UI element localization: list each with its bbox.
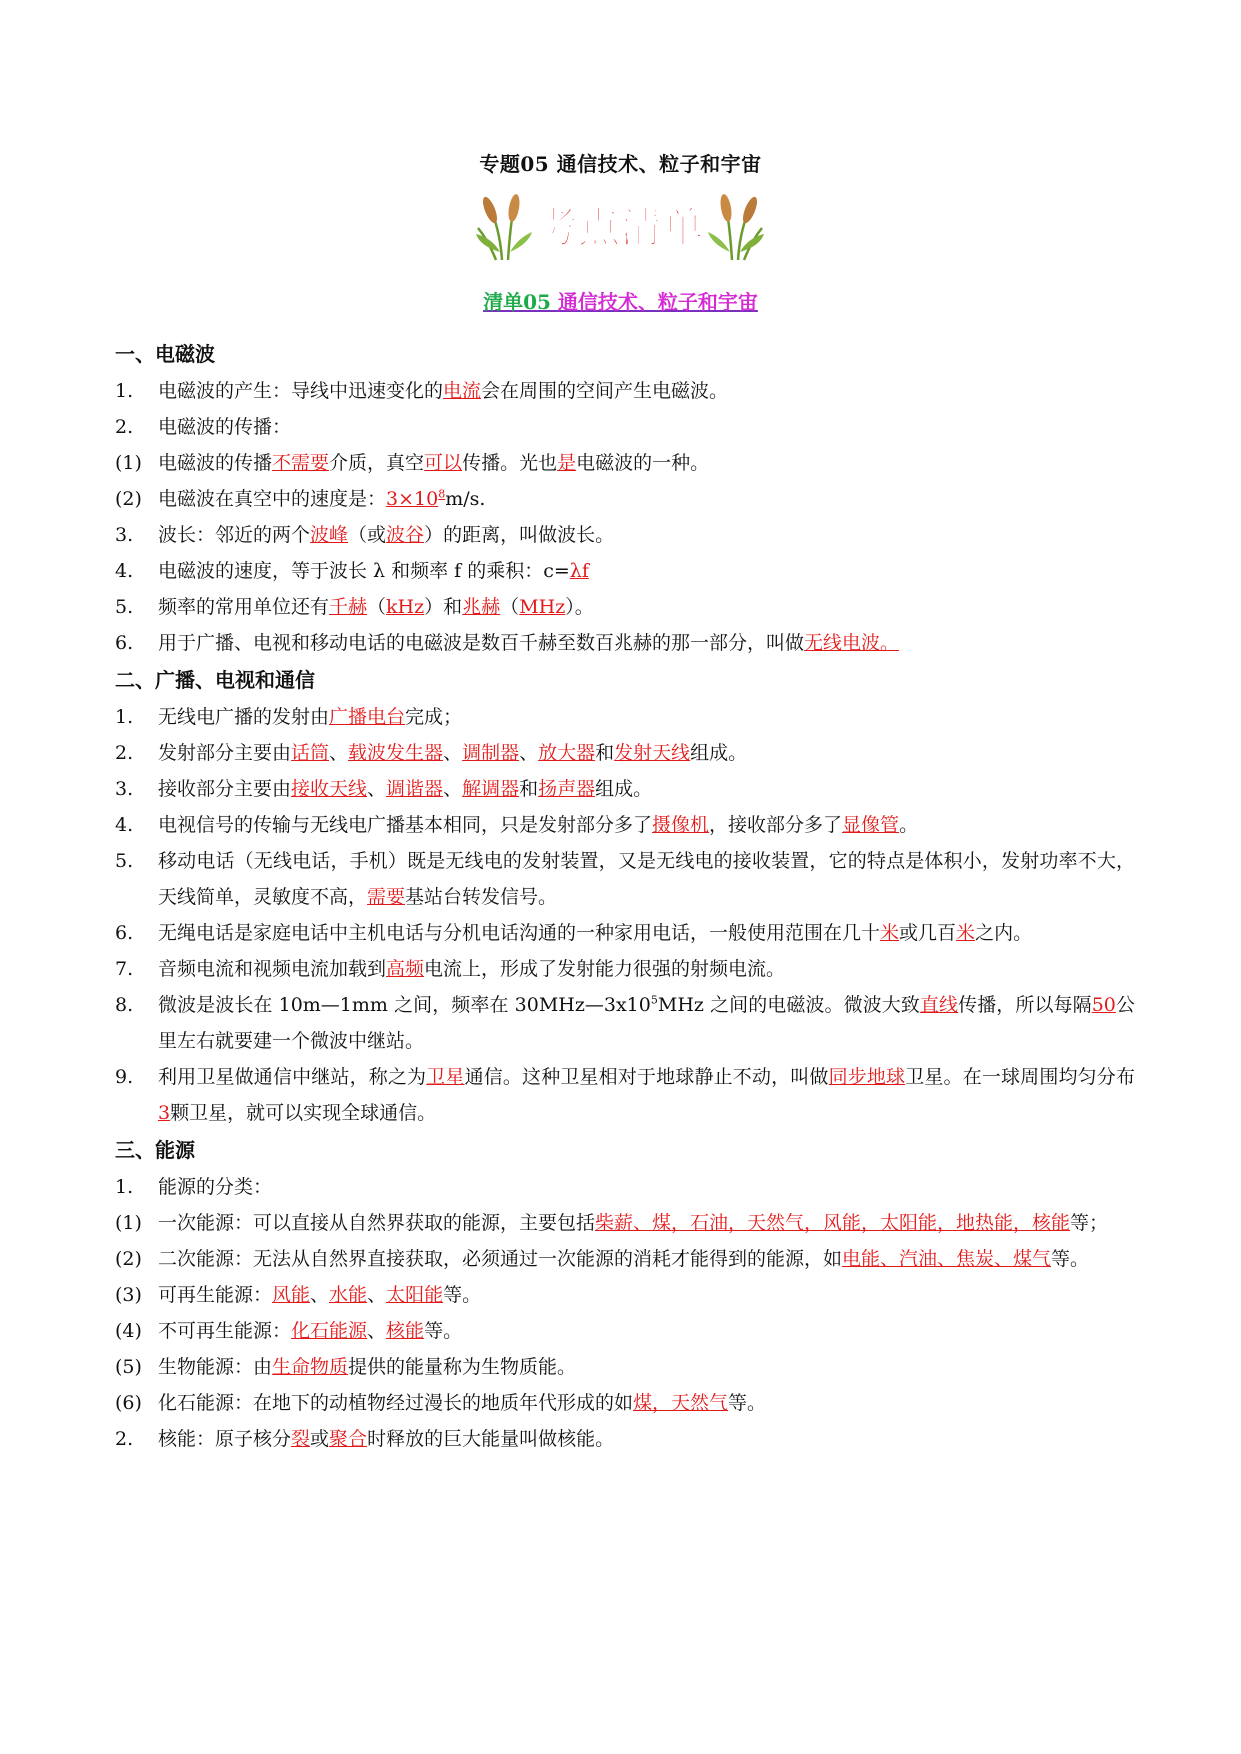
- item-text-segment: 5: [650, 993, 658, 1007]
- list-item: [115, 951, 1135, 987]
- item-text-segment: 。: [899, 814, 919, 836]
- answer-text: MHz: [519, 596, 566, 618]
- item-text-segment: ）。: [565, 596, 594, 618]
- checklist-subtitle: [0, 286, 1241, 315]
- list-item: [115, 1349, 1135, 1385]
- item-text: [158, 1205, 1135, 1241]
- item-text-segment: 移动电话（无线电话，手机）既是无线电的发射装置，又是无线电的接收装置，它的特点是体积小，发射功率不大，天线简单，灵敏度不高，: [158, 850, 1135, 908]
- list-item: [115, 987, 1135, 1059]
- item-text-segment: 、: [310, 1284, 330, 1306]
- list-item: [115, 1059, 1135, 1131]
- content-body: [115, 335, 1135, 1457]
- item-text-segment: 电磁波在真空中的速度是：: [158, 488, 387, 510]
- item-text-segment: 电磁波的产生：导线中迅速变化的: [158, 380, 444, 402]
- answer-text: 同步地球: [828, 1066, 906, 1088]
- item-text: [158, 1385, 1135, 1421]
- answer-text: 是: [557, 452, 577, 474]
- item-number: 7.: [115, 958, 134, 980]
- item-text-segment: 一次能源：可以直接从自然界获取的能源，主要包括: [158, 1212, 596, 1234]
- list-item: [115, 699, 1135, 735]
- item-text-segment: 电磁波的传播：: [158, 416, 292, 438]
- item-text-segment: MHz 之间的电磁波。微波大致: [657, 994, 920, 1016]
- banner-text: 考点清单: [535, 203, 705, 252]
- item-text: [158, 1313, 1135, 1349]
- answer-text: 无线电波。: [804, 632, 900, 654]
- item-text: [158, 517, 1135, 553]
- item-number: 6.: [115, 922, 134, 944]
- item-text: [158, 735, 1135, 771]
- list-item: [115, 1385, 1135, 1421]
- answer-text: 解调器: [462, 778, 520, 800]
- item-number: 9.: [115, 1066, 134, 1088]
- list-item: [115, 481, 1135, 517]
- list-item: [115, 409, 1135, 445]
- item-text: [158, 699, 1135, 735]
- item-text-segment: 利用卫星做通信中继站，称之为: [158, 1066, 427, 1088]
- item-number: 3.: [115, 778, 134, 800]
- answer-text: 电流: [443, 380, 482, 402]
- item-text: [158, 807, 1135, 843]
- item-text-segment: 电视信号的传输与无线电广播基本相同，只是发射部分多了: [158, 814, 653, 836]
- item-text-segment: 核能：原子核分: [158, 1428, 292, 1450]
- item-text-segment: 基站台转发信号。: [405, 886, 558, 908]
- item-number: (4): [115, 1320, 142, 1342]
- item-text-segment: 电磁波的一种。: [576, 452, 710, 474]
- answer-text: 接收天线: [291, 778, 368, 800]
- item-text: [158, 951, 1135, 987]
- item-text-segment: 或: [310, 1428, 330, 1450]
- item-text-segment: 微波是波长在 10m—1mm 之间，频率在 30MHz—3x10: [158, 994, 651, 1016]
- item-text-segment: 公里左右就要建一个微波中继站。: [158, 994, 1135, 1052]
- list-item: [115, 735, 1135, 771]
- answer-text: 直线: [919, 994, 959, 1016]
- item-text-segment: 音频电流和视频电流加载到: [158, 958, 387, 980]
- item-text-segment: 颗卫星，就可以实现全球通信。: [170, 1102, 437, 1124]
- list-item: [115, 1241, 1135, 1277]
- item-number: (5): [115, 1356, 142, 1378]
- item-number: 1.: [115, 380, 134, 402]
- item-number: 2.: [115, 742, 134, 764]
- answer-text: 千赫: [329, 596, 368, 618]
- answer-text: 煤，天然气: [633, 1392, 729, 1414]
- item-text: [158, 1059, 1135, 1131]
- section-heading: 三、能源: [115, 1138, 195, 1162]
- answer-text: 调谐器: [386, 778, 444, 800]
- answer-text: 扬声器: [538, 778, 596, 800]
- item-text: [158, 771, 1135, 807]
- answer-text: 电能、汽油、焦炭、煤气: [842, 1248, 1052, 1270]
- answer-text: 需要: [367, 886, 406, 908]
- answer-text: 聚合: [329, 1428, 368, 1450]
- answer-text: 50: [1091, 994, 1116, 1016]
- item-text-segment: 波长：邻近的两个: [158, 524, 311, 546]
- item-number: 6.: [115, 632, 134, 654]
- item-number: 2.: [115, 1428, 134, 1450]
- answer-text: 摄像机: [652, 814, 710, 836]
- answer-text: 波谷: [386, 524, 425, 546]
- list-item: [115, 553, 1135, 589]
- item-text-segment: 用于广播、电视和移动电话的电磁波是数百千赫至数百兆赫的那一部分，叫做: [158, 632, 805, 654]
- item-text-segment: 无绳电话是家庭电话中主机电话与分机电话沟通的一种家用电话，一般使用范围在几十: [158, 922, 881, 944]
- banner-graphic: [470, 190, 770, 266]
- item-text-segment: 化石能源：在地下的动植物经过漫长的地质年代形成的如: [158, 1392, 634, 1414]
- item-text: [158, 987, 1135, 1059]
- answer-text: λf: [569, 560, 589, 582]
- item-text-segment: ）的距离，叫做波长。: [424, 524, 615, 546]
- item-text: [158, 1169, 1135, 1205]
- exam-points-banner: [470, 190, 770, 266]
- list-item: [115, 1205, 1135, 1241]
- item-text-segment: 、: [367, 778, 387, 800]
- item-text: [158, 589, 1135, 625]
- item-text-segment: 时释放的巨大能量叫做核能。: [367, 1428, 615, 1450]
- answer-text: 米: [956, 922, 976, 944]
- list-item: [115, 625, 1135, 661]
- list-item: [115, 1313, 1135, 1349]
- item-text-segment: 等。: [1051, 1248, 1090, 1270]
- item-number: (3): [115, 1284, 142, 1306]
- answer-text: 高频: [386, 958, 425, 980]
- item-text-segment: 接收部分主要由: [158, 778, 292, 800]
- list-item: [115, 807, 1135, 843]
- item-text: [158, 843, 1135, 915]
- section-heading: 二、广播、电视和通信: [115, 668, 315, 692]
- item-text-segment: 能源的分类：: [158, 1176, 273, 1198]
- item-text: [158, 1277, 1135, 1313]
- item-text: [158, 915, 1135, 951]
- item-number: 1.: [115, 706, 134, 728]
- list-item: [115, 589, 1135, 625]
- answer-text: 太阳能: [386, 1284, 444, 1306]
- item-text-segment: 和: [519, 778, 539, 800]
- answer-text: 3×10: [386, 488, 439, 510]
- item-text-segment: 、: [367, 1284, 387, 1306]
- list-item: [115, 843, 1135, 915]
- list-item: [115, 445, 1135, 481]
- answer-text: 水能: [329, 1284, 368, 1306]
- subtitle-topic: 通信技术、粒子和宇宙: [557, 290, 758, 314]
- answer-text: 卫星: [426, 1066, 465, 1088]
- item-text: [158, 1421, 1135, 1457]
- section-heading: 一、电磁波: [115, 342, 215, 366]
- item-number: 5.: [115, 850, 134, 872]
- item-text-segment: 无线电广播的发射由: [158, 706, 330, 728]
- item-text-segment: 、: [443, 742, 463, 764]
- item-text-segment: 会在周围的空间产生电磁波。: [481, 380, 729, 402]
- item-text-segment: 等。: [443, 1284, 482, 1306]
- item-number: 4.: [115, 814, 134, 836]
- page-title: 专题05 通信技术、粒子和宇宙: [479, 152, 762, 176]
- item-number: (2): [115, 1248, 142, 1270]
- item-text-segment: （: [367, 596, 387, 618]
- answer-text: 米: [880, 922, 900, 944]
- item-text-segment: 频率的常用单位还有: [158, 596, 330, 618]
- subtitle-label: 清单05: [483, 290, 558, 314]
- item-text-segment: （: [500, 596, 520, 618]
- item-text-segment: 、: [443, 778, 463, 800]
- item-text-segment: （或: [348, 524, 387, 546]
- item-text-segment: 发射部分主要由: [158, 742, 292, 764]
- answer-text: 化石能源: [291, 1320, 368, 1342]
- item-text-segment: 介质，真空: [329, 452, 425, 474]
- list-item: [115, 1169, 1135, 1205]
- item-number: 8.: [115, 994, 134, 1016]
- item-text-segment: ）和: [424, 596, 463, 618]
- answer-text: 8: [438, 487, 446, 501]
- answer-text: 发射天线: [614, 742, 691, 764]
- list-item: [115, 1277, 1135, 1313]
- item-text-segment: 电流上，形成了发射能力很强的射频电流。: [424, 958, 786, 980]
- answer-text: 可以: [424, 452, 463, 474]
- item-number: (2): [115, 488, 142, 510]
- wheat-right-icon: [708, 193, 764, 260]
- list-item: [115, 1421, 1135, 1457]
- item-text-segment: 完成；: [405, 706, 463, 728]
- item-number: 5.: [115, 596, 134, 618]
- item-text-segment: 不可再生能源：: [158, 1320, 292, 1342]
- item-text-segment: 、: [329, 742, 349, 764]
- item-text-segment: 之内。: [975, 922, 1033, 944]
- item-text-segment: 传播，所以每隔: [958, 994, 1092, 1016]
- item-text-segment: 电磁波的传播: [158, 452, 273, 474]
- answer-text: 风能: [272, 1284, 311, 1306]
- item-number: (1): [115, 1212, 142, 1234]
- answer-text: 显像管: [842, 814, 900, 836]
- list-item: [115, 771, 1135, 807]
- item-number: 1.: [115, 1176, 134, 1198]
- item-text: [158, 445, 1135, 481]
- answer-text: 生命物质: [272, 1356, 349, 1378]
- item-text-segment: 、: [367, 1320, 387, 1342]
- item-text: [158, 625, 1135, 661]
- list-item: [115, 915, 1135, 951]
- item-text-segment: 等。: [728, 1392, 767, 1414]
- item-text-segment: 或几百: [899, 922, 957, 944]
- item-number: (1): [115, 452, 142, 474]
- item-text-segment: m/s.: [445, 488, 486, 510]
- answer-text: 核能: [386, 1320, 425, 1342]
- answer-text: kHz: [386, 596, 425, 618]
- answer-text: 调制器: [462, 742, 520, 764]
- item-text-segment: 组成。: [595, 778, 653, 800]
- answer-text: 放大器: [538, 742, 596, 764]
- item-text: [158, 409, 1135, 445]
- item-text: [158, 373, 1135, 409]
- item-number: 2.: [115, 416, 134, 438]
- item-text-segment: 等。: [424, 1320, 463, 1342]
- item-text: [158, 481, 1135, 517]
- answer-text: 话筒: [291, 742, 330, 764]
- item-number: 3.: [115, 524, 134, 546]
- item-text-segment: 二次能源：无法从自然界直接获取，必须通过一次能源的消耗才能得到的能源，如: [158, 1248, 843, 1270]
- item-text: [158, 1349, 1135, 1385]
- item-text: [158, 553, 1135, 589]
- item-text-segment: 、: [519, 742, 539, 764]
- item-text-segment: 传播。光也: [462, 452, 558, 474]
- answer-text: 载波发生器: [348, 742, 444, 764]
- wheat-left-icon: [476, 193, 532, 260]
- answer-text: 波峰: [310, 524, 349, 546]
- item-text-segment: 组成。: [690, 742, 748, 764]
- item-text-segment: 提供的能量称为生物质能。: [348, 1356, 577, 1378]
- list-item: [115, 517, 1135, 553]
- answer-text: 裂: [291, 1428, 311, 1450]
- item-text-segment: 等；: [1070, 1212, 1109, 1234]
- answer-text: 3: [158, 1102, 171, 1124]
- list-item: [115, 373, 1135, 409]
- item-number: (6): [115, 1392, 142, 1414]
- item-text-segment: 和: [595, 742, 615, 764]
- answer-text: 兆赫: [462, 596, 501, 618]
- answer-text: 柴薪、煤，石油，天然气，风能，太阳能，地热能，核能: [595, 1212, 1071, 1234]
- item-text-segment: 通信。这种卫星相对于地球静止不动，叫做: [464, 1066, 829, 1088]
- item-text-segment: 可再生能源：: [158, 1284, 273, 1306]
- item-text-segment: 电磁波的速度，等于波长 λ 和频率 f 的乘积：c=: [158, 560, 570, 582]
- item-text-segment: ，接收部分多了: [709, 814, 843, 836]
- item-text-segment: 生物能源：由: [158, 1356, 273, 1378]
- answer-text: 广播电台: [329, 706, 406, 728]
- item-number: 4.: [115, 560, 134, 582]
- item-text: [158, 1241, 1135, 1277]
- answer-text: 不需要: [272, 452, 330, 474]
- item-text-segment: 卫星。在一球周围均匀分布: [905, 1066, 1135, 1088]
